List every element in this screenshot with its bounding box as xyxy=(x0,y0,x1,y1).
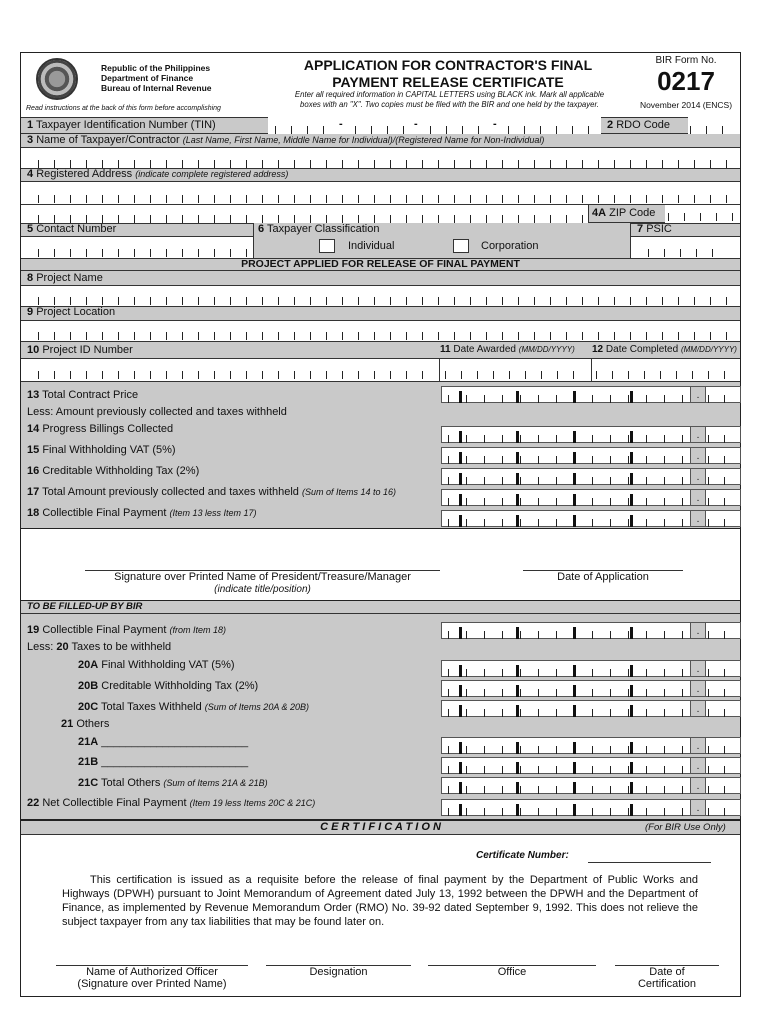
signature-label: Signature over Printed Name of President/Treasure/Manager xyxy=(114,571,411,583)
decimal-point: . xyxy=(690,490,706,505)
item-21b-amount-input[interactable] xyxy=(441,757,741,774)
decimal-point: . xyxy=(690,661,706,676)
decimal-point: . xyxy=(690,681,706,696)
item-14-amount-input[interactable] xyxy=(441,426,741,443)
individual-label: Individual xyxy=(348,240,395,252)
form-title-line-2: PAYMENT RELEASE CERTIFICATE xyxy=(332,74,564,90)
field-2-text: RDO Code xyxy=(616,119,670,131)
thousands-marker xyxy=(459,804,462,816)
amount-ticks xyxy=(448,669,688,677)
corporation-checkbox[interactable] xyxy=(453,239,469,253)
item-19-text: Collectible Final Payment xyxy=(42,624,167,636)
name-ticks xyxy=(38,160,738,168)
item-20-num: 20 xyxy=(56,641,69,653)
project-location-ticks xyxy=(38,332,738,340)
item-14-text: Progress Billings Collected xyxy=(42,423,174,435)
decimal-point: . xyxy=(690,387,706,402)
office-field[interactable] xyxy=(428,940,596,965)
field-4-note: (indicate complete registered address) xyxy=(135,169,289,179)
project-name-label-bg xyxy=(21,271,740,286)
field-4a-label xyxy=(592,207,655,219)
field-8-text: Project Name xyxy=(36,272,103,284)
agency-line-3: Bureau of Internal Revenue xyxy=(101,83,212,93)
read-instructions-note: Read instructions at the back of this form before accomplishing xyxy=(26,105,221,112)
form-title-line-1: APPLICATION FOR CONTRACTOR'S FINAL xyxy=(303,57,593,73)
for-bir-use-only: (For BIR Use Only) xyxy=(645,822,726,833)
tin-dash-2: - xyxy=(414,118,418,130)
item-18-note: (Item 13 less Item 17) xyxy=(169,508,257,518)
field-10-text: Project ID Number xyxy=(42,344,133,356)
applicant-signature-field[interactable] xyxy=(85,540,440,570)
field-11-text: Date Awarded xyxy=(453,344,516,355)
item-21a-text: ________________________ xyxy=(101,736,249,748)
field-1-label xyxy=(27,119,216,131)
thousands-marker xyxy=(630,742,633,754)
item-21c-label xyxy=(78,777,268,789)
date-of-certification-field[interactable] xyxy=(615,940,719,965)
item-20a-label xyxy=(78,659,235,671)
field-12-note: (MM/DD/YYYY) xyxy=(680,345,737,354)
thousands-marker xyxy=(516,804,519,816)
field-5-num: 5 xyxy=(27,223,34,235)
project-name-ticks xyxy=(38,297,738,305)
thousands-marker xyxy=(459,452,462,464)
centavo-ticks xyxy=(708,766,740,774)
thousands-marker xyxy=(459,762,462,774)
date-completed-ticks xyxy=(596,371,736,379)
item-21a-label xyxy=(78,736,248,748)
item-21c-note: (Sum of Items 21A & 21B) xyxy=(163,778,268,788)
item-17-note: (Sum of Items 14 to 16) xyxy=(302,487,397,497)
item-16-amount-input[interactable] xyxy=(441,468,741,485)
item-14-label xyxy=(27,423,173,435)
item-20c-note: (Sum of Items 20A & 20B) xyxy=(204,702,310,712)
thousands-marker xyxy=(630,782,633,794)
item-16-num: 16 xyxy=(27,465,40,477)
form-no-label: BIR Form No. xyxy=(655,55,717,66)
item-20c-amount-input[interactable] xyxy=(441,700,741,717)
field-10-num: 10 xyxy=(27,344,40,356)
field-5-text: Contact Number xyxy=(36,223,117,235)
thousands-marker xyxy=(516,685,519,697)
thousands-marker xyxy=(573,742,576,754)
officer-label-2: (Signature over Printed Name) xyxy=(77,978,227,990)
item-13-text: Total Contract Price xyxy=(42,389,139,401)
thousands-marker xyxy=(516,627,519,639)
tin-ticks-4 xyxy=(508,126,593,134)
thousands-marker xyxy=(630,705,633,717)
bir-seal-logo xyxy=(36,58,78,100)
field-6-text: Taxpayer Classification xyxy=(266,223,380,235)
decimal-point: . xyxy=(690,511,706,526)
field-11-num: 11 xyxy=(440,344,451,355)
thousands-marker xyxy=(630,685,633,697)
centavo-ticks xyxy=(708,709,740,717)
amount-ticks xyxy=(448,786,688,794)
amount-ticks xyxy=(448,709,688,717)
thousands-marker xyxy=(573,515,576,527)
rdo-ticks xyxy=(690,126,735,134)
item-20c-num: 20C xyxy=(78,701,99,713)
project-location-label-bg xyxy=(21,306,740,321)
item-21-num: 21 xyxy=(61,718,74,730)
item-16-text: Creditable Withholding Tax (2%) xyxy=(42,465,200,477)
certificate-number-label: Certificate Number: xyxy=(476,850,569,861)
thousands-marker xyxy=(459,665,462,677)
item-14-num: 14 xyxy=(27,423,40,435)
thousands-marker xyxy=(573,804,576,816)
item-22-amount-input[interactable] xyxy=(441,799,741,816)
centavo-ticks xyxy=(708,435,740,443)
bir-header-text: TO BE FILLED-UP BY BIR xyxy=(27,601,143,612)
field-11-label xyxy=(440,344,575,355)
thousands-marker xyxy=(573,627,576,639)
field-6-num: 6 xyxy=(258,223,265,235)
item-22-note: (Item 19 less Items 20C & 21C) xyxy=(189,798,316,808)
item-19-amount-input[interactable] xyxy=(441,622,741,639)
form-instructions-1: Enter all required information in CAPITAL LETTERS using BLACK ink. Mark all applicable xyxy=(294,90,605,99)
centavo-ticks xyxy=(708,498,740,506)
thousands-marker xyxy=(516,494,519,506)
thousands-marker xyxy=(459,515,462,527)
field-4-num: 4 xyxy=(27,168,34,180)
less-prefix: Less: xyxy=(27,641,54,653)
office-label: Office xyxy=(497,966,527,978)
thousands-marker xyxy=(573,431,576,443)
thousands-marker xyxy=(573,391,576,403)
thousands-marker xyxy=(630,452,633,464)
signature-note: (indicate title/position) xyxy=(214,584,311,595)
tin-dash-1: - xyxy=(339,118,343,130)
item-20c-text: Total Taxes Withheld xyxy=(101,701,202,713)
item-19-note: (from Item 18) xyxy=(169,625,227,635)
amount-ticks xyxy=(448,746,688,754)
item-15-label xyxy=(27,444,176,456)
item-20c-label xyxy=(78,701,309,713)
thousands-marker xyxy=(630,804,633,816)
item-20-label xyxy=(27,641,171,653)
item-15-num: 15 xyxy=(27,444,40,456)
field-1-num: 1 xyxy=(27,119,34,131)
thousands-marker xyxy=(516,431,519,443)
field-2-label xyxy=(607,119,670,131)
item-21b-label xyxy=(78,756,248,768)
item-21b-num: 21B xyxy=(78,756,99,768)
item-21c-amount-input[interactable] xyxy=(441,777,741,794)
item-21c-num: 21C xyxy=(78,777,99,789)
thousands-marker xyxy=(630,627,633,639)
field-8-num: 8 xyxy=(27,272,34,284)
date-awarded-ticks xyxy=(445,371,585,379)
thousands-marker xyxy=(459,391,462,403)
amount-ticks xyxy=(448,456,688,464)
thousands-marker xyxy=(573,665,576,677)
tin-dash-3: - xyxy=(493,118,497,130)
certificate-number-input[interactable] xyxy=(588,846,711,863)
decimal-point: . xyxy=(690,427,706,442)
item-20a-num: 20A xyxy=(78,659,99,671)
thousands-marker xyxy=(459,431,462,443)
individual-checkbox[interactable] xyxy=(319,239,335,253)
field-3-text: Name of Taxpayer/Contractor xyxy=(36,134,180,146)
field-1-text: Taxpayer Identification Number (TIN) xyxy=(35,119,216,131)
item-18-num: 18 xyxy=(27,507,40,519)
date-application-label: Date of Application xyxy=(557,571,649,583)
thousands-marker xyxy=(573,452,576,464)
amount-ticks xyxy=(448,395,688,403)
centavo-ticks xyxy=(708,689,740,697)
authorized-officer-signature-field[interactable] xyxy=(56,940,248,965)
thousands-marker xyxy=(573,782,576,794)
officer-label-1: Name of Authorized Officer xyxy=(86,966,218,978)
centavo-ticks xyxy=(708,519,740,527)
centavo-ticks xyxy=(708,808,740,816)
thousands-marker xyxy=(573,494,576,506)
field-9-label xyxy=(27,306,115,318)
item-21a-num: 21A xyxy=(78,736,99,748)
address-ticks-2 xyxy=(38,215,586,223)
address-ticks-1 xyxy=(38,195,738,203)
field-7-text: PSIC xyxy=(646,223,672,235)
amount-ticks xyxy=(448,477,688,485)
item-18-text: Collectible Final Payment xyxy=(42,507,167,519)
designation-field[interactable] xyxy=(266,940,411,965)
contact-ticks xyxy=(38,249,250,257)
thousands-marker xyxy=(630,431,633,443)
thousands-marker xyxy=(516,762,519,774)
thousands-marker xyxy=(516,515,519,527)
item-20a-amount-input[interactable] xyxy=(441,660,741,677)
thousands-marker xyxy=(630,473,633,485)
decimal-point: . xyxy=(690,701,706,716)
field-12-label xyxy=(592,344,740,355)
field-7-num: 7 xyxy=(637,223,644,235)
thousands-marker xyxy=(630,665,633,677)
thousands-marker xyxy=(459,627,462,639)
thousands-marker xyxy=(516,782,519,794)
certification-title: C E R T I F I C A T I O N xyxy=(320,821,441,833)
thousands-marker xyxy=(630,762,633,774)
field-10-label xyxy=(27,344,133,356)
field-3-num: 3 xyxy=(27,134,34,146)
tin-ticks-2 xyxy=(355,126,405,134)
centavo-ticks xyxy=(708,456,740,464)
field-12-num: 12 xyxy=(592,344,604,355)
amount-ticks xyxy=(448,766,688,774)
item-21b-text: ________________________ xyxy=(101,756,249,768)
corporation-label: Corporation xyxy=(481,240,539,252)
item-21c-text: Total Others xyxy=(101,777,161,789)
item-19-num: 19 xyxy=(27,624,40,636)
field-8-label xyxy=(27,272,103,284)
decimal-point: . xyxy=(690,800,706,815)
thousands-marker xyxy=(573,685,576,697)
item-21a-amount-input[interactable] xyxy=(441,737,741,754)
item-17-amount-input[interactable] xyxy=(441,489,741,506)
field-6-label xyxy=(258,223,379,235)
psic-ticks xyxy=(648,249,713,257)
less-previously-collected: Less: Amount previously collected and taxes withheld xyxy=(27,406,287,418)
thousands-marker xyxy=(516,452,519,464)
decimal-point: . xyxy=(690,738,706,753)
item-15-amount-input[interactable] xyxy=(441,447,741,464)
thousands-marker xyxy=(459,473,462,485)
item-18-amount-input[interactable] xyxy=(441,510,741,527)
field-3-label xyxy=(27,134,544,146)
item-21-text: Others xyxy=(76,718,110,730)
item-19-label xyxy=(27,624,226,636)
thousands-marker xyxy=(630,391,633,403)
agency-line-2: Department of Finance xyxy=(101,73,194,83)
field-4a-text: ZIP Code xyxy=(609,207,656,219)
thousands-marker xyxy=(516,391,519,403)
item-17-num: 17 xyxy=(27,486,40,498)
field-5-label xyxy=(27,223,116,235)
decimal-point: . xyxy=(690,778,706,793)
decimal-point: . xyxy=(690,623,706,638)
centavo-ticks xyxy=(708,477,740,485)
decimal-point: . xyxy=(690,758,706,773)
amount-ticks xyxy=(448,689,688,697)
item-17-text: Total Amount previously collected and taxes withheld xyxy=(42,486,299,498)
decimal-point: . xyxy=(690,469,706,484)
form-number: 0217 xyxy=(657,66,715,96)
field-3-note: (Last Name, First Name, Middle Name for Individual)/(Registered Name for Non-Individual) xyxy=(182,135,545,145)
decimal-point: . xyxy=(690,448,706,463)
thousands-marker xyxy=(516,705,519,717)
item-13-label xyxy=(27,389,138,401)
centavo-ticks xyxy=(708,786,740,794)
thousands-marker xyxy=(516,665,519,677)
field-4a-num: 4A xyxy=(592,207,607,219)
field-9-num: 9 xyxy=(27,306,34,318)
thousands-marker xyxy=(459,494,462,506)
item-22-num: 22 xyxy=(27,797,40,809)
field-9-text: Project Location xyxy=(36,306,116,318)
field-7-label xyxy=(637,223,672,235)
item-17-label xyxy=(27,486,396,498)
amount-ticks xyxy=(448,498,688,506)
centavo-ticks xyxy=(708,395,740,403)
tin-ticks-3 xyxy=(430,126,480,134)
thousands-marker xyxy=(573,705,576,717)
cert-date-label-2: Certification xyxy=(637,978,697,990)
thousands-marker xyxy=(630,494,633,506)
amount-ticks xyxy=(448,519,688,527)
centavo-ticks xyxy=(708,746,740,754)
thousands-marker xyxy=(516,742,519,754)
thousands-marker xyxy=(516,473,519,485)
item-20b-text: Creditable Withholding Tax (2%) xyxy=(101,680,259,692)
item-13-amount-input[interactable] xyxy=(441,386,741,403)
amount-ticks xyxy=(448,435,688,443)
project-header-text: PROJECT APPLIED FOR RELEASE OF FINAL PAYMENT xyxy=(241,258,520,270)
centavo-ticks xyxy=(708,631,740,639)
form-instructions-2: boxes with an "X". Two copies must be filed with the BIR and one held by the taxpayer. xyxy=(300,100,599,109)
item-18-label xyxy=(27,507,257,519)
item-20b-label xyxy=(78,680,258,692)
thousands-marker xyxy=(459,782,462,794)
amount-ticks xyxy=(448,631,688,639)
thousands-marker xyxy=(459,742,462,754)
project-id-ticks xyxy=(38,371,433,379)
centavo-ticks xyxy=(708,669,740,677)
field-4-label xyxy=(27,168,288,180)
tin-ticks-1 xyxy=(275,126,325,134)
item-13-num: 13 xyxy=(27,389,40,401)
item-22-label xyxy=(27,797,315,809)
item-21-label xyxy=(61,718,109,730)
item-20-text: Taxes to be withheld xyxy=(71,641,172,653)
item-22-text: Net Collectible Final Payment xyxy=(42,797,187,809)
field-11-note: (MM/DD/YYYY) xyxy=(518,345,575,354)
item-16-label xyxy=(27,465,199,477)
thousands-marker xyxy=(459,685,462,697)
application-date-field[interactable] xyxy=(523,540,683,570)
thousands-marker xyxy=(459,705,462,717)
amount-ticks xyxy=(448,808,688,816)
field-4-text: Registered Address xyxy=(36,168,133,180)
item-20b-num: 20B xyxy=(78,680,99,692)
certification-body: This certification is issued as a requisite before the release of final payment by the Department of Public Works and Highways (DPWH) pursuant to Joint Memorandum of Agreement dated July 13, 1992 between the DPWH and the Department of Finance, as implemented by Revenue Memorandum Order (RMO) No. 39-92 dated September 9, 1992. This does not relieve the subject taxpayer from any tax liabilities that may be found later on. xyxy=(62,874,698,928)
item-20b-amount-input[interactable] xyxy=(441,680,741,697)
thousands-marker xyxy=(630,515,633,527)
thousands-marker xyxy=(573,762,576,774)
item-15-text: Final Withholding VAT (5%) xyxy=(42,444,176,456)
field-2-num: 2 xyxy=(607,119,614,131)
agency-line-1: Republic of the Philippines xyxy=(101,63,211,73)
field-12-text: Date Completed xyxy=(605,344,679,355)
item-20a-text: Final Withholding VAT (5%) xyxy=(101,659,235,671)
form-version: November 2014 (ENCS) xyxy=(639,100,733,110)
cert-date-label-1: Date of xyxy=(649,966,685,978)
thousands-marker xyxy=(573,473,576,485)
designation-label: Designation xyxy=(309,966,368,978)
zip-ticks xyxy=(668,213,734,221)
